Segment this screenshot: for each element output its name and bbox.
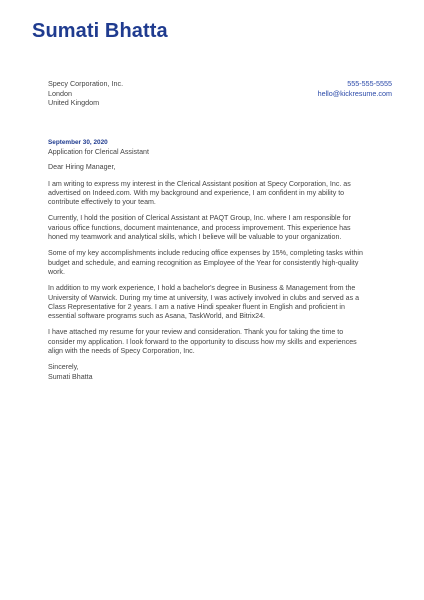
text-line: align with the needs of Specy Corporation, Inc. (48, 347, 195, 356)
paragraph-education (48, 284, 394, 321)
text-line: I have attached my resume for your review and consideration. Thank you for taking the time to (48, 328, 344, 337)
recipient-address (48, 79, 123, 108)
signature-name: Sumati Bhatta (48, 372, 93, 381)
paragraph-intro (48, 180, 394, 208)
closing-phrase: Sincerely, (48, 363, 79, 372)
paragraph-accomplishments (48, 249, 394, 277)
recipient-company: Specy Corporation, Inc. (48, 79, 124, 88)
text-line: work. (48, 267, 65, 276)
phone-number[interactable]: 555-555-5555 (347, 79, 392, 88)
signoff (48, 363, 394, 382)
email-link[interactable]: hello@kickresume.com (317, 88, 392, 98)
applicant-name: Sumati Bhatta (32, 20, 168, 42)
letter-date: September 30, 2020 (48, 139, 108, 146)
text-line: consider my application. I look forward to the opportunity to discuss how my skills and experiences (48, 337, 357, 346)
text-line: University of Warwick. During my time at university, I was actively involved in clubs and served as a (48, 293, 360, 302)
text-line: Currently, I hold the position of Clerical Assistant at PAQT Group, Inc. where I am responsible for (48, 214, 351, 223)
letter-greeting: Dear Hiring Manager, (48, 163, 116, 172)
text-line: contribute effectively to your team. (48, 198, 156, 207)
contact-info (318, 79, 392, 98)
text-line: budget and schedule, and earning recognition as Employee of the Year for consistently high-quality (48, 258, 359, 267)
paragraph-current-role (48, 214, 394, 242)
paragraph-closing (48, 328, 394, 356)
recipient-country: United Kingdom (48, 98, 100, 108)
letter-subject: Application for Clerical Assistant (48, 148, 149, 156)
letter-body (48, 148, 394, 389)
text-line: Class Representative for 2 years. I am a native Hindi speaker fluent in English and proficient in (48, 302, 345, 311)
text-line: essential software programs such as Asana, TaskWorld, and Bitrix24. (48, 312, 265, 321)
text-line: In addition to my work experience, I hold a bachelor's degree in Business & Management from the (48, 284, 356, 293)
text-line: various office functions, document maintenance, and process improvement. This experience has (48, 223, 351, 232)
text-line: honed my teamwork and analytical skills, which I believe will be valuable to your organization. (48, 233, 342, 242)
recipient-city: London (48, 88, 72, 98)
text-line: I am writing to express my interest in the Clerical Assistant position at Specy Corporation, Inc. as (48, 179, 351, 188)
text-line: Some of my key accomplishments include reducing office expenses by 15%, completing tasks within (48, 249, 363, 258)
text-line: advertised on Indeed.com. With my background and experience, I am confident in my ability to (48, 188, 345, 197)
